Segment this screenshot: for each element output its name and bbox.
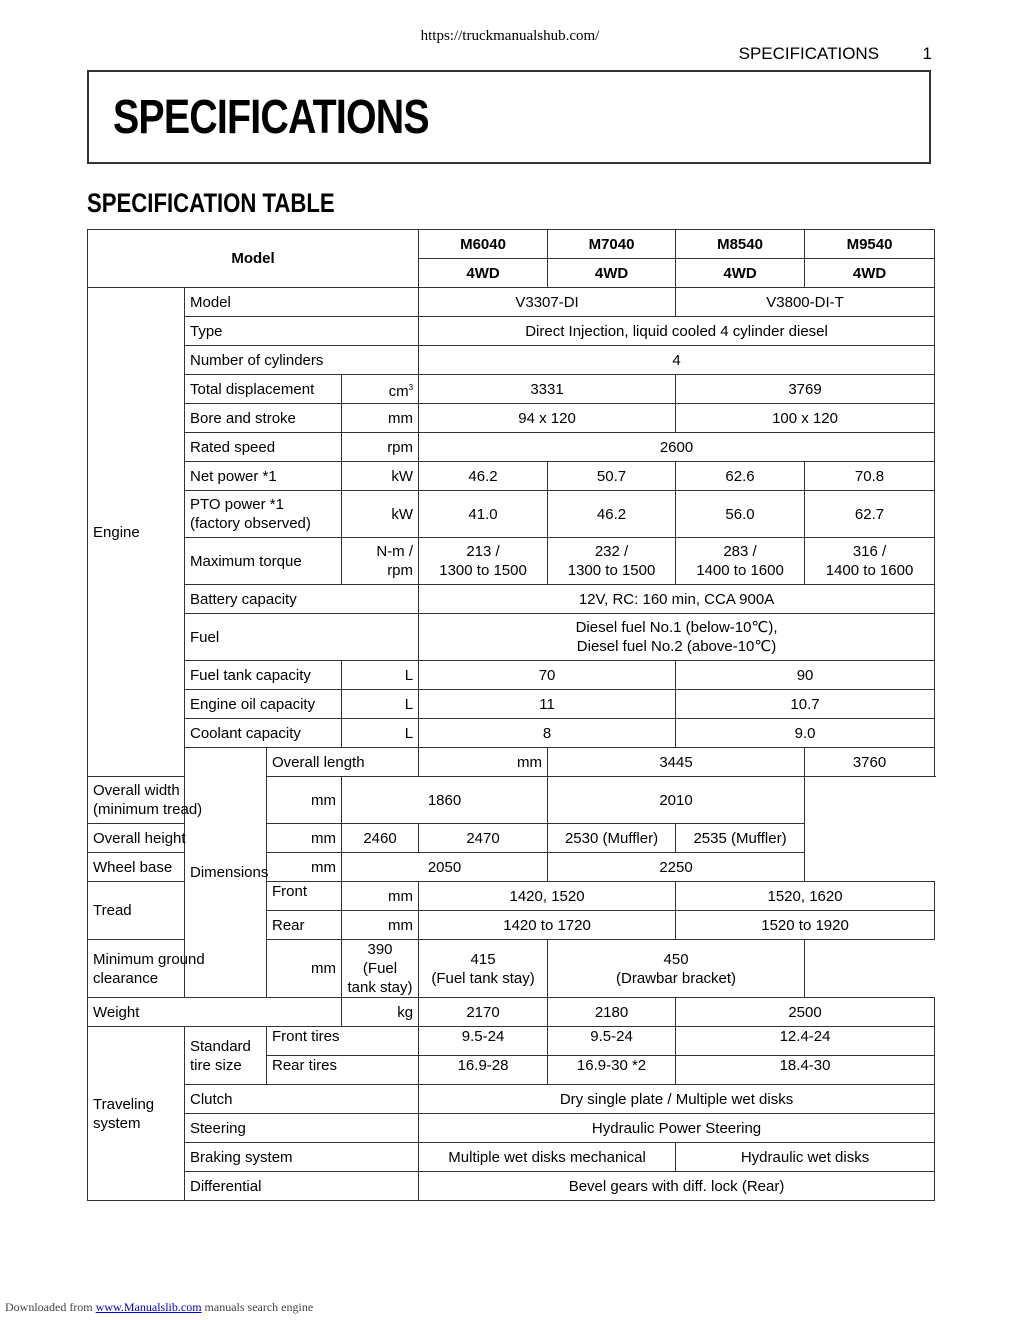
row-label: Battery capacity xyxy=(185,585,419,614)
cell-value: 100 x 120 xyxy=(676,404,935,433)
table-header-row xyxy=(88,230,935,259)
cell-value xyxy=(342,940,419,998)
group-label-line: system xyxy=(93,1114,141,1132)
page-title: SPECIFICATIONS xyxy=(113,91,429,144)
drive-m9540: 4WD xyxy=(805,259,935,288)
cell-value: V3800-DI-T xyxy=(676,288,935,317)
cell-value: 46.2 xyxy=(419,462,548,491)
cell-value: 12.4-24 xyxy=(676,1027,935,1056)
unit-superscript: 3 xyxy=(408,382,414,392)
cell-line: 232 / xyxy=(594,543,629,560)
cell-value: 3445 xyxy=(548,748,805,777)
row-label: Weight xyxy=(88,998,342,1027)
row-label: Tread xyxy=(88,882,185,940)
unit-cell: L xyxy=(342,690,419,719)
row-label xyxy=(88,777,267,824)
cell-value: 16.9-28 xyxy=(419,1056,548,1085)
cell-value: V3307-DI xyxy=(419,288,676,317)
row-label-line: clearance xyxy=(93,969,159,987)
cell-value: 41.0 xyxy=(419,491,548,538)
cell-line: 1400 to 1600 xyxy=(825,562,914,579)
table-row xyxy=(88,690,935,719)
cell-value: 1860 xyxy=(342,777,548,824)
cell-line: 390 xyxy=(367,941,393,958)
unit-cell xyxy=(342,538,419,585)
footer-prefix: Downloaded from xyxy=(5,1300,93,1314)
cell-value: Hydraulic wet disks xyxy=(676,1143,935,1172)
cell-line: 316 / xyxy=(852,543,887,560)
cell-value: 62.6 xyxy=(676,462,805,491)
sub-label: Rear xyxy=(267,911,342,940)
row-label: Total displacement xyxy=(185,375,342,404)
unit-cell: mm xyxy=(342,882,419,911)
cell-value: 10.7 xyxy=(676,690,935,719)
cell-value: 3769 xyxy=(676,375,935,404)
cell-value: 70 xyxy=(419,661,676,690)
row-label: Fuel tank capacity xyxy=(185,661,342,690)
model-header: Model xyxy=(88,230,419,288)
table-row xyxy=(88,661,935,690)
table-row xyxy=(88,585,935,614)
page-number: 1 xyxy=(922,44,932,63)
cell-value: 62.7 xyxy=(805,491,935,538)
section-title: SPECIFICATION TABLE xyxy=(87,188,335,218)
group-label-line: Traveling xyxy=(93,1095,155,1113)
row-label xyxy=(185,1027,267,1085)
cell-value: 2470 xyxy=(419,824,548,853)
cell-value: 2180 xyxy=(548,998,676,1027)
cell-line: 1400 to 1600 xyxy=(696,562,784,579)
cell-line: 213 / xyxy=(466,543,500,560)
running-header-section: SPECIFICATIONS xyxy=(738,44,880,63)
cell-value xyxy=(419,614,935,661)
unit-cell: mm xyxy=(342,404,419,433)
cell-value: 70.8 xyxy=(805,462,935,491)
sub-label: Front tires xyxy=(267,1027,419,1056)
cell-line: (Fuel tank stay) xyxy=(431,969,535,987)
row-label-line: Overall width xyxy=(93,782,180,799)
table-row xyxy=(88,614,935,661)
group-dimensions: Dimensions xyxy=(185,748,267,998)
table-row xyxy=(88,719,935,748)
cell-value: 3760 xyxy=(805,748,935,777)
row-label: Bore and stroke xyxy=(185,404,342,433)
cell-value: 1520, 1620 xyxy=(676,882,935,911)
cell-value: 56.0 xyxy=(676,491,805,538)
cell-value xyxy=(548,538,676,585)
table-row xyxy=(88,1172,935,1201)
table-row xyxy=(88,317,935,346)
cell-value: Direct Injection, liquid cooled 4 cylinder diesel xyxy=(419,317,935,346)
model-m8540: M8540 xyxy=(676,230,805,259)
table-row xyxy=(88,346,935,375)
cell-value xyxy=(676,538,805,585)
drive-m7040: 4WD xyxy=(548,259,676,288)
row-label xyxy=(185,491,342,538)
model-m7040: M7040 xyxy=(548,230,676,259)
drive-m6040: 4WD xyxy=(419,259,548,288)
cell-value: Dry single plate / Multiple wet disks xyxy=(419,1085,935,1114)
row-label: Steering xyxy=(185,1114,419,1143)
row-label: Net power *1 xyxy=(185,462,342,491)
cell-value: 2250 xyxy=(548,853,805,882)
running-header xyxy=(739,44,932,64)
cell-value: 2460 xyxy=(342,824,419,853)
unit-cell: mm xyxy=(267,940,342,998)
unit-cell: kW xyxy=(342,462,419,491)
row-label-line: Minimum ground xyxy=(93,950,205,968)
cell-value: 9.5-24 xyxy=(419,1027,548,1056)
cell-value: Bevel gears with diff. lock (Rear) xyxy=(419,1172,935,1201)
cell-line: Diesel fuel No.1 (below-10℃), xyxy=(575,619,778,636)
sub-label: Rear tires xyxy=(267,1056,419,1085)
cell-value: 2500 xyxy=(676,998,935,1027)
row-label-line: PTO power *1 xyxy=(190,496,284,513)
cell-value: 2010 xyxy=(548,777,805,824)
cell-value: 2050 xyxy=(342,853,548,882)
model-m6040: M6040 xyxy=(419,230,548,259)
cell-value xyxy=(548,940,805,998)
table-row xyxy=(88,1027,935,1056)
row-label: Number of cylinders xyxy=(185,346,419,375)
row-label: Type xyxy=(185,317,419,346)
group-traveling-system xyxy=(88,1027,185,1201)
unit-line: rpm xyxy=(387,562,414,579)
cell-value: 2170 xyxy=(419,998,548,1027)
row-label-line: tire size xyxy=(190,1056,242,1074)
table-row xyxy=(88,777,935,824)
row-label: Engine oil capacity xyxy=(185,690,342,719)
cell-value: 3331 xyxy=(419,375,676,404)
row-label: Clutch xyxy=(185,1085,419,1114)
cell-value: 8 xyxy=(419,719,676,748)
unit-cell: L xyxy=(342,661,419,690)
cell-value: 11 xyxy=(419,690,676,719)
group-engine: Engine xyxy=(88,288,185,777)
row-label xyxy=(88,940,267,998)
cell-line: (Fuel tank stay) xyxy=(347,960,413,996)
table-row xyxy=(88,375,935,404)
row-label-line: Standard xyxy=(190,1037,251,1055)
cell-value: 46.2 xyxy=(548,491,676,538)
cell-value: 12V, RC: 160 min, CCA 900A xyxy=(419,585,935,614)
row-label: Overall length xyxy=(267,748,419,777)
cell-line: (Drawbar bracket) xyxy=(616,969,737,987)
table-row xyxy=(88,538,935,585)
unit-cell: mm xyxy=(342,911,419,940)
unit-line: N-m / xyxy=(376,543,414,560)
cell-value: 90 xyxy=(676,661,935,690)
cell-value xyxy=(805,538,935,585)
cell-line: 415 xyxy=(470,950,496,968)
unit: cm xyxy=(388,382,409,400)
cell-line: Diesel fuel No.2 (above-10℃) xyxy=(576,638,777,655)
table-row xyxy=(88,998,935,1027)
unit-cell: kW xyxy=(342,491,419,538)
unit-cell: mm xyxy=(267,824,342,853)
cell-value: 1420, 1520 xyxy=(419,882,676,911)
row-label: Model xyxy=(185,288,419,317)
row-label-line: (minimum tread) xyxy=(93,801,203,818)
cell-value: 2600 xyxy=(419,433,935,462)
cell-value xyxy=(419,940,548,998)
row-label: Differential xyxy=(185,1172,419,1201)
cell-value: 9.0 xyxy=(676,719,935,748)
unit-cell: mm xyxy=(267,853,342,882)
unit-cell xyxy=(342,375,419,404)
cell-value: Hydraulic Power Steering xyxy=(419,1114,935,1143)
row-label-line: (factory observed) xyxy=(190,515,311,532)
cell-line: 1300 to 1500 xyxy=(439,562,527,579)
cell-value: 2535 (Muffler) xyxy=(676,824,805,853)
cell-value: 9.5-24 xyxy=(548,1027,676,1056)
row-label: Overall height xyxy=(88,824,267,853)
cell-value: 50.7 xyxy=(548,462,676,491)
cell-value xyxy=(419,538,548,585)
table-row xyxy=(88,1114,935,1143)
table-row xyxy=(88,824,935,853)
row-label: Braking system xyxy=(185,1143,419,1172)
cell-value: 4 xyxy=(419,346,935,375)
cell-value: 2530 (Muffler) xyxy=(548,824,676,853)
specification-table xyxy=(87,229,935,1201)
cell-value: 16.9-30 *2 xyxy=(548,1056,676,1085)
unit-cell: mm xyxy=(267,777,342,824)
unit-cell: kg xyxy=(342,998,419,1027)
manualslib-link[interactable]: www.Manualslib.com xyxy=(95,1300,202,1314)
table-row xyxy=(88,940,935,998)
table-row xyxy=(88,748,935,777)
table-row xyxy=(88,1085,935,1114)
footer-suffix: manuals search engine xyxy=(204,1300,314,1314)
row-label: Wheel base xyxy=(88,853,267,882)
cell-value: 1420 to 1720 xyxy=(419,911,676,940)
row-label: Maximum torque xyxy=(185,538,342,585)
cell-value: Multiple wet disks mechanical xyxy=(419,1143,676,1172)
row-label: Fuel xyxy=(185,614,419,661)
row-label: Rated speed xyxy=(185,433,342,462)
cell-line: 283 / xyxy=(723,543,757,560)
cell-line: 450 xyxy=(663,950,689,968)
table-row xyxy=(88,404,935,433)
download-footer xyxy=(5,1300,313,1315)
model-m9540: M9540 xyxy=(805,230,935,259)
cell-line: 1300 to 1500 xyxy=(567,562,656,579)
title-box xyxy=(87,70,931,164)
table-row xyxy=(88,433,935,462)
table-row xyxy=(88,462,935,491)
table-row xyxy=(88,288,935,317)
cell-value: 94 x 120 xyxy=(419,404,676,433)
cell-value: 18.4-30 xyxy=(676,1056,935,1085)
unit-cell: mm xyxy=(419,748,548,777)
unit-cell: L xyxy=(342,719,419,748)
drive-m8540: 4WD xyxy=(676,259,805,288)
source-url: https://truckmanualshub.com/ xyxy=(420,28,600,44)
sub-label: Front xyxy=(267,882,342,911)
table-row xyxy=(88,1143,935,1172)
table-row xyxy=(88,491,935,538)
unit-cell: rpm xyxy=(342,433,419,462)
row-label: Coolant capacity xyxy=(185,719,342,748)
cell-value: 1520 to 1920 xyxy=(676,911,935,940)
